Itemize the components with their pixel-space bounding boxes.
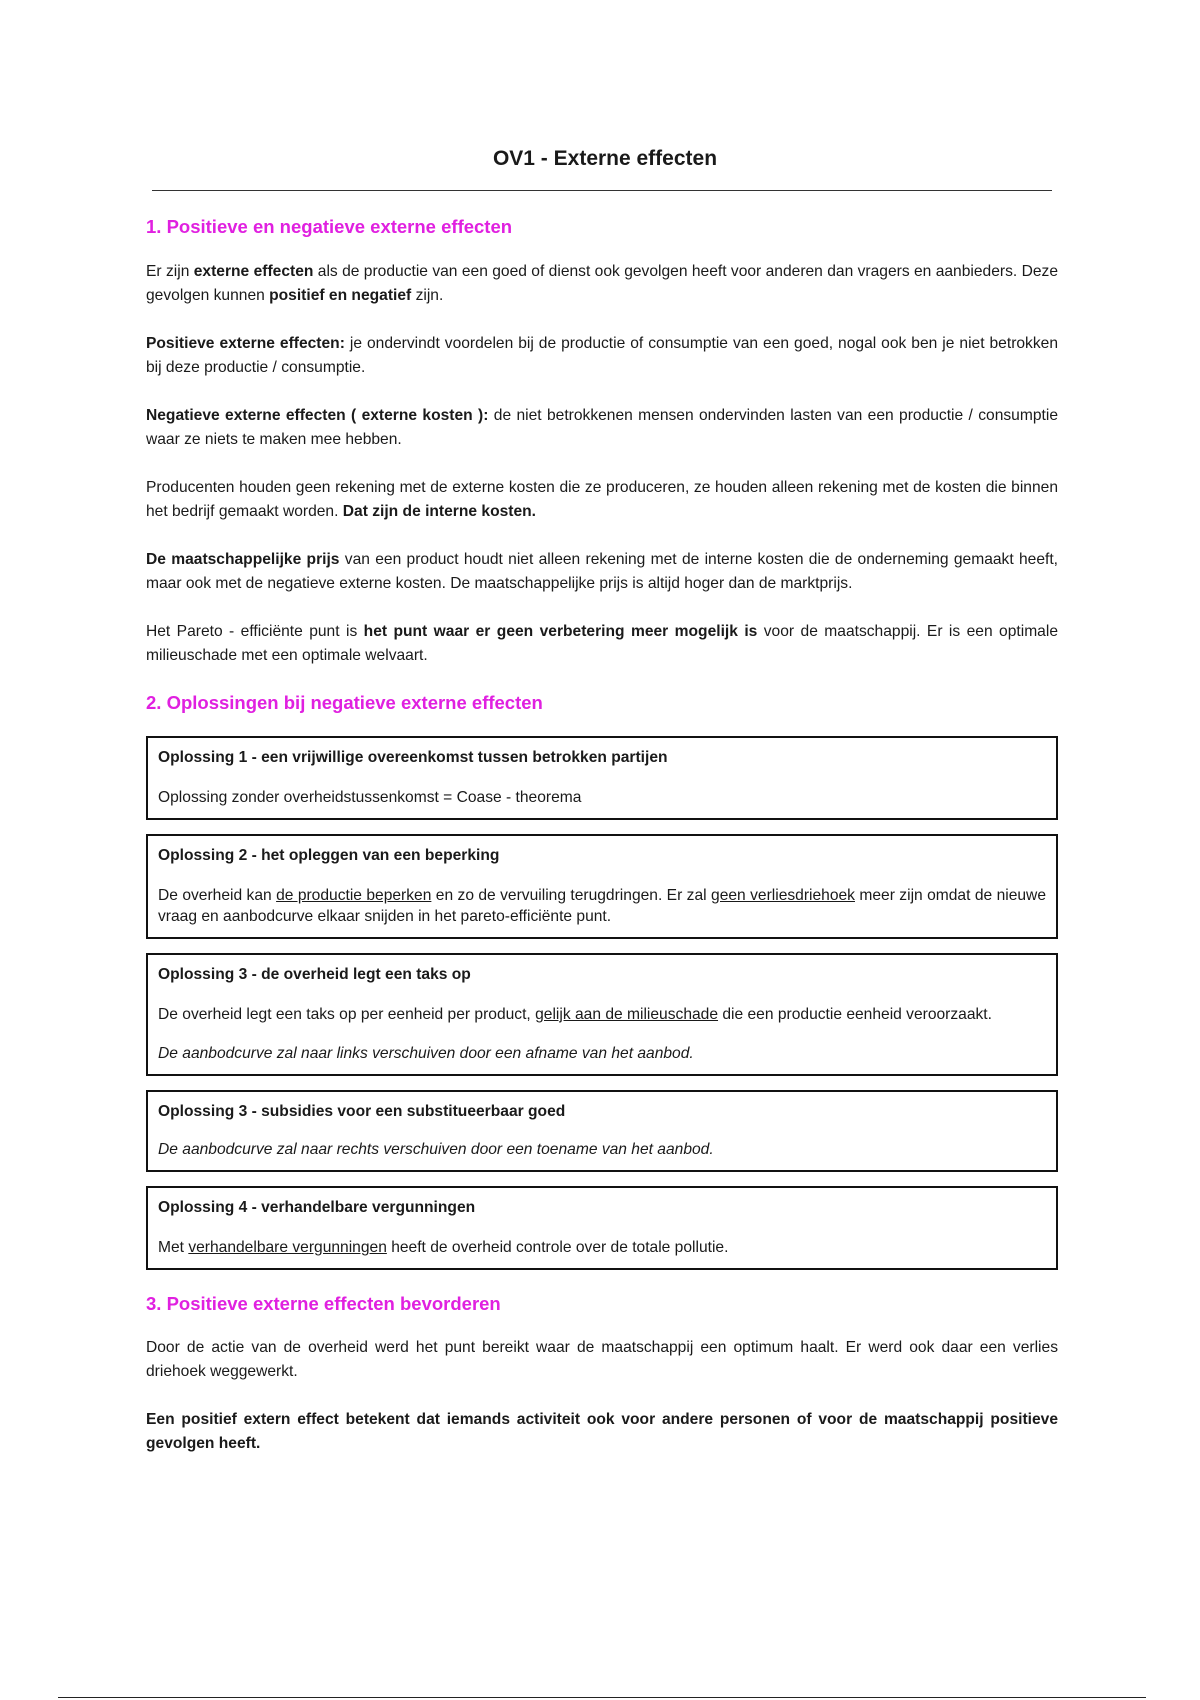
solution-2-body: De overheid kan de productie beperken en zo de vervuiling terugdringen. Er zal geen verliesdriehoek meer zijn omdat de nieuwe vraag en aanbodcurve elkaar snijden in het pareto-efficiënte punt. [158, 887, 1046, 925]
solution-2-title: Oplossing 2 - het opleggen van een beperking [158, 847, 500, 864]
solution-5-body: Met verhandelbare vergunningen heeft de overheid controle over de totale pollutie. [158, 1239, 729, 1256]
solution-3-title: Oplossing 3 - de overheid legt een taks op [158, 966, 471, 983]
s1-paragraph-1: Er zijn externe effecten als de productie van een goed of dienst ook gevolgen heeft voor anderen dan vragers en aanbieders. Deze gevolgen kunnen positief en negatief zijn. [146, 263, 1058, 304]
solution-3-body: De overheid legt een taks op per eenheid per product, gelijk aan de milieuschade die een productie eenheid veroorzaakt. [158, 1006, 992, 1023]
title-divider [152, 190, 1052, 191]
solution-1-title: Oplossing 1 - een vrijwillige overeenkomst tussen betrokken partijen [158, 749, 668, 766]
s1-paragraph-4: Producenten houden geen rekening met de externe kosten die ze produceren, ze houden alleen rekening met de kosten die binnen het bedrijf gemaakt worden. Dat zijn de interne kosten. [146, 479, 1058, 520]
solution-3-note: De aanbodcurve zal naar links verschuiven door een afname van het aanbod. [158, 1045, 694, 1062]
solution-5-title: Oplossing 4 - verhandelbare vergunningen [158, 1199, 476, 1216]
s1-paragraph-2: Positieve externe effecten: je ondervindt voordelen bij de productie of consumptie van een goed, nogal ook ben je niet betrokken bij deze productie / consumptie. [146, 335, 1058, 376]
solution-box-3 [146, 953, 1058, 1076]
solution-4-title: Oplossing 3 - subsidies voor een substitueerbaar goed [158, 1103, 566, 1120]
solution-box-5 [146, 1186, 1058, 1270]
s3-paragraph-1: Door de actie van de overheid werd het punt bereikt waar de maatschappij een optimum haalt. Er werd ook daar een verlies driehoek weggewerkt. [146, 1339, 1058, 1380]
s1-paragraph-6: Het Pareto - efficiënte punt is het punt waar er geen verbetering meer mogelijk is voor de maatschappij. Er is een optimale milieuschade met een optimale welvaart. [146, 623, 1058, 664]
section-2-heading: 2. Oplossingen bij negatieve externe effecten [146, 692, 543, 713]
page-title: OV1 - Externe effecten [492, 147, 718, 170]
document-page [146, 144, 1058, 1455]
solution-1-body: Oplossing zonder overheidstussenkomst = Coase - theorema [158, 789, 582, 806]
solution-4-note: De aanbodcurve zal naar rechts verschuiven door een toename van het aanbod. [158, 1141, 714, 1158]
section-3-heading: 3. Positieve externe effecten bevorderen [146, 1293, 501, 1314]
solution-box-4 [146, 1090, 1058, 1172]
solution-box-2 [146, 834, 1058, 939]
s1-paragraph-3: Negatieve externe effecten ( externe kosten ): de niet betrokkenen mensen ondervinden lasten van een productie / consumptie waar ze niets te maken mee hebben. [146, 407, 1058, 448]
solution-box-1 [146, 736, 1058, 820]
footer-divider [58, 1697, 1146, 1698]
s1-paragraph-5: De maatschappelijke prijs van een product houdt niet alleen rekening met de interne kosten die de onderneming gemaakt heeft, maar ook met de negatieve externe kosten. De maatschappelijke prijs is altijd hoger dan de marktprijs. [146, 551, 1059, 592]
s3-paragraph-2: Een positief extern effect betekent dat iemands activiteit ook voor andere personen of voor de maatschappij positieve gevolgen heeft. [146, 1411, 1058, 1452]
section-1-heading: 1. Positieve en negatieve externe effecten [146, 216, 513, 237]
